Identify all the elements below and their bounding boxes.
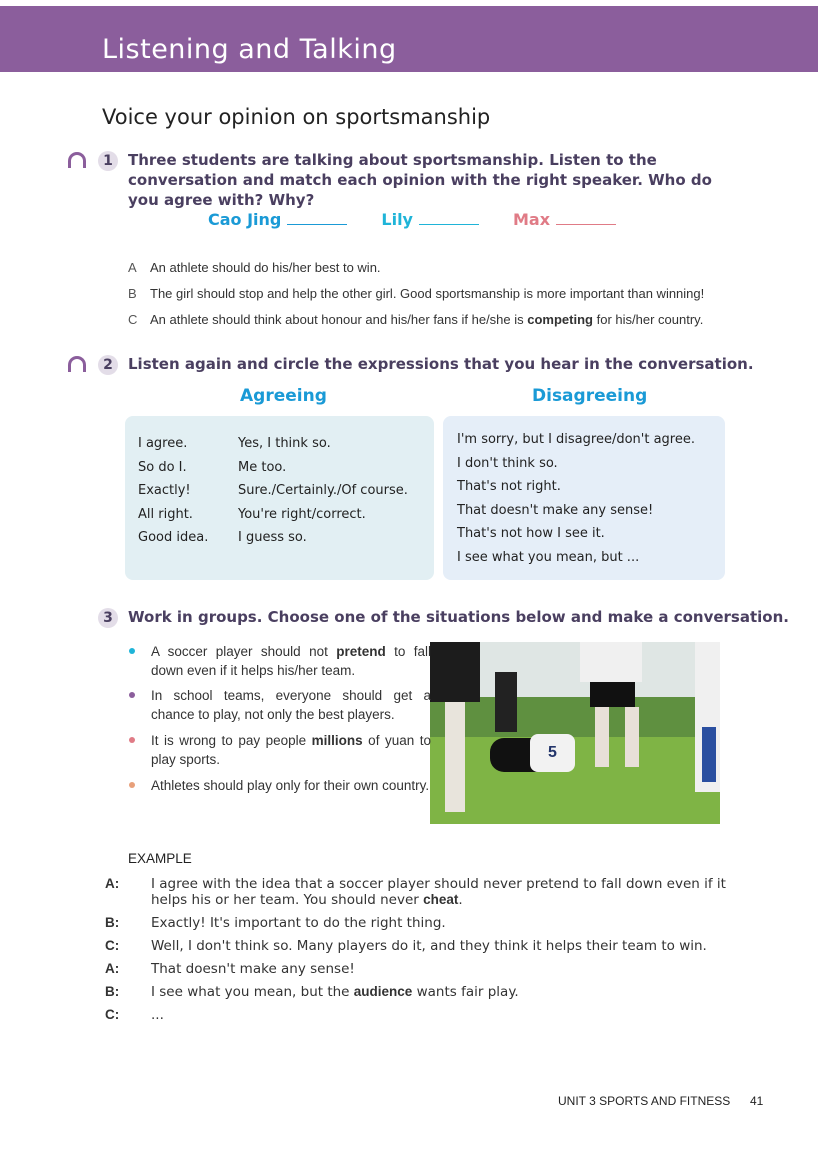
section-banner [0,6,818,72]
expression[interactable]: I agree. [138,436,188,451]
speaker-label: C: [105,1007,120,1022]
expression[interactable]: I guess so. [238,530,307,545]
expression[interactable]: I'm sorry, but I disagree/don't agree. [457,432,695,447]
speaker-name: Lily [381,210,413,229]
speaker-0 [208,210,347,229]
task3-number: 3 [98,608,118,628]
keyword: audience [353,984,413,999]
jersey-number: 5 [530,734,575,772]
keyword: cheat [423,892,459,907]
opinion-option: C An athlete should think about honour and his/her fans if he/she is competing for his/her country. [128,312,704,327]
keyword: competing [527,312,593,327]
task2-number: 2 [98,355,118,375]
example-label: EXAMPLE [128,851,192,866]
dialogue-line: A: That doesn't make any sense! [105,961,355,977]
speaker-label: A: [105,961,120,976]
task3-instruction: Work in groups. Choose one of the situations below and make a conversation. [128,608,789,626]
soccer-photo [430,642,720,824]
bullet-icon [129,692,135,698]
speaker-label: B: [105,915,120,930]
expression[interactable]: That's not right. [457,479,561,494]
footer-unit: UNIT 3 SPORTS AND FITNESS [558,1094,731,1108]
speaker-label: A: [105,876,120,891]
task1-instruction: Three students are talking about sportsmanship. Listen to the conversation and match each opinion with the right speaker. Who do you agree with? Why? [128,151,712,209]
dialogue-line: C: ... [105,1007,164,1023]
speaker-2 [513,210,616,229]
situation-item: Athletes should play only for their own country. [151,776,431,795]
expression[interactable]: All right. [138,506,193,522]
dialogue-line: B: I see what you mean, but the audience wants fair play. [105,984,519,1000]
speaker-label: B: [105,984,120,999]
expression[interactable]: Sure./Certainly./Of course. [238,483,408,498]
expression[interactable]: Me too. [238,459,287,475]
task2-instruction: Listen again and circle the expressions that you hear in the conversation. [128,355,754,373]
dialogue-line: B: Exactly! It's important to do the right thing. [105,915,446,931]
keyword: pretend [336,644,386,659]
dialogue-line: C: Well, I don't think so. Many players do it, and they think it helps their team to win. [105,938,707,954]
headphones-icon[interactable] [68,152,86,168]
speaker-name: Max [512,210,551,229]
bullet-icon [129,782,135,788]
option-letter: B [128,286,137,301]
situation-item: In school teams, everyone should get a chance to play, not only the best players. [151,686,431,724]
agreeing-box [125,416,434,580]
headphones-icon[interactable] [68,356,86,372]
opinion-option [128,260,381,275]
task1-number: 1 [98,150,118,171]
expression[interactable]: You're right/correct. [238,506,366,522]
agreeing-heading: Agreeing [240,386,327,406]
situation-item: It is wrong to pay people millions of yuan to play sports. [151,731,431,769]
opinion-option [128,286,704,301]
expression[interactable]: Exactly! [138,483,191,498]
option-text: An athlete should do his/her best to win. [150,260,381,275]
answer-blank[interactable] [556,224,616,225]
expression[interactable]: I see what you mean, but ... [457,549,640,565]
expression[interactable]: Good idea. [138,530,209,545]
expression[interactable]: I don't think so. [457,455,558,471]
expression[interactable]: So do I. [138,459,187,475]
option-letter: A [128,260,137,275]
speaker-label: C: [105,938,120,953]
bullet-icon [129,648,135,654]
option-text: The girl should stop and help the other girl. Good sportsmanship is more important than winning! [150,286,705,301]
speaker-name: Cao Jing [208,210,282,229]
section-title: Listening and Talking [102,34,397,65]
option-letter: C [128,312,138,327]
answer-blank[interactable] [419,224,479,225]
dialogue-line: A: I agree with the idea that a soccer player should never pretend to fall down even if it helps his or her team. You should never cheat. [105,876,726,908]
speaker-1 [381,210,479,229]
answer-blank[interactable] [287,224,347,225]
bullet-icon [129,737,135,743]
expression[interactable]: That doesn't make any sense! [457,502,654,518]
situation-item: A soccer player should not pretend to fall down even if it helps his/her team. [151,642,431,680]
disagreeing-box [443,416,725,580]
speakers-row [208,210,616,229]
disagreeing-heading: Disagreeing [532,386,648,406]
keyword: millions [311,733,363,748]
expression[interactable]: Yes, I think so. [238,436,331,451]
page-number: 41 [750,1094,764,1108]
expression[interactable]: That's not how I see it. [457,526,605,541]
page-subtitle: Voice your opinion on sportsmanship [102,105,491,129]
